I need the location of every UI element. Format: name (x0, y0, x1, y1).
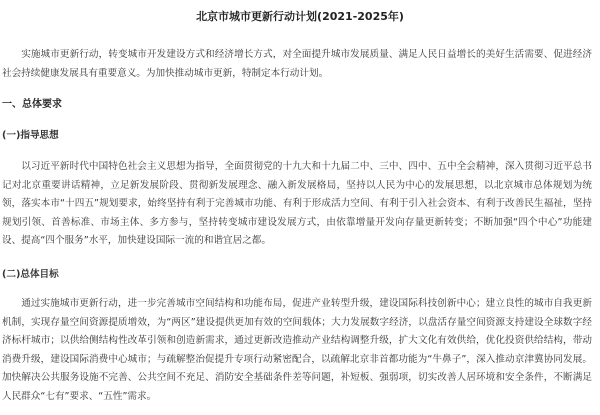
document-title: 北京市城市更新行动计划(2021-2025年) (196, 10, 404, 23)
subsection-heading-overall-goals: (二)总体目标 (2, 269, 59, 280)
intro-paragraph: 实施城市更新行动，转变城市开发建设方式和经济增长方式，对全面提升城市发展质量、满足人民日益增长的美好生活需要、促进经济社会持续健康发展具有重要意义。为加快推动城市更新，特制定本行动计划。 (2, 49, 592, 79)
section-heading-general-requirements: 一、总体要求 (2, 99, 62, 110)
guiding-ideology-paragraph: 以习近平新时代中国特色社会主义思想为指导，全面贯彻党的十九大和十九届二中、三中、四中、五中全会精神，深入贯彻习近平总书记对北京重要讲话精神，立足新发展阶段、贯彻新发展理念、融入新发展格局，坚持以人民为中心的发展思想，以北京城市总体规划为统领，落实本市“十四五”规划要求，始终坚持有利于完善城市功能、有利于形成活力空间、有利于引入社会资本、有利于改善民生福祉，坚持规划引领、首善标准、市场主体、多方参与，坚持转变城市建设发展方式，由依靠增量开发向存量更新转变；不断加强“四个中心”功能建设、提高“四个服务”水平，加快建设国际一流的和谐宜居之都。 (2, 161, 592, 246)
overall-goals-paragraph: 通过实施城市更新行动，进一步完善城市空间结构和功能布局，促进产业转型升级，建设国际科技创新中心；建立良性的城市自我更新机制，实现存量空间资源提质增效，为“两区”建设提供更加有效的空间载体；大力发展数字经济，以盘活存量空间资源支持建设全球数字经济标杆城市；以供给侧结构性改革引领和创造新需求，通过更新改造推动产业结构调整升级，扩大文化有效供给，优化投资供给结构，带动消费升级，建设国际消费中心城市；与疏解整治促提升专项行动紧密配合，以疏解北京非首都功能为“牛鼻子”，深入推动京津冀协同发展。加快解决公共服务设施不完善、公共空间不充足、消防安全基础条件差等问题，补短板、强弱项，切实改善人居环境和安全条件，不断满足人民群众“七有”要求、“五性”需求。 (2, 298, 592, 402)
subsection-heading-guiding-ideology: (一)指导思想 (2, 130, 59, 141)
